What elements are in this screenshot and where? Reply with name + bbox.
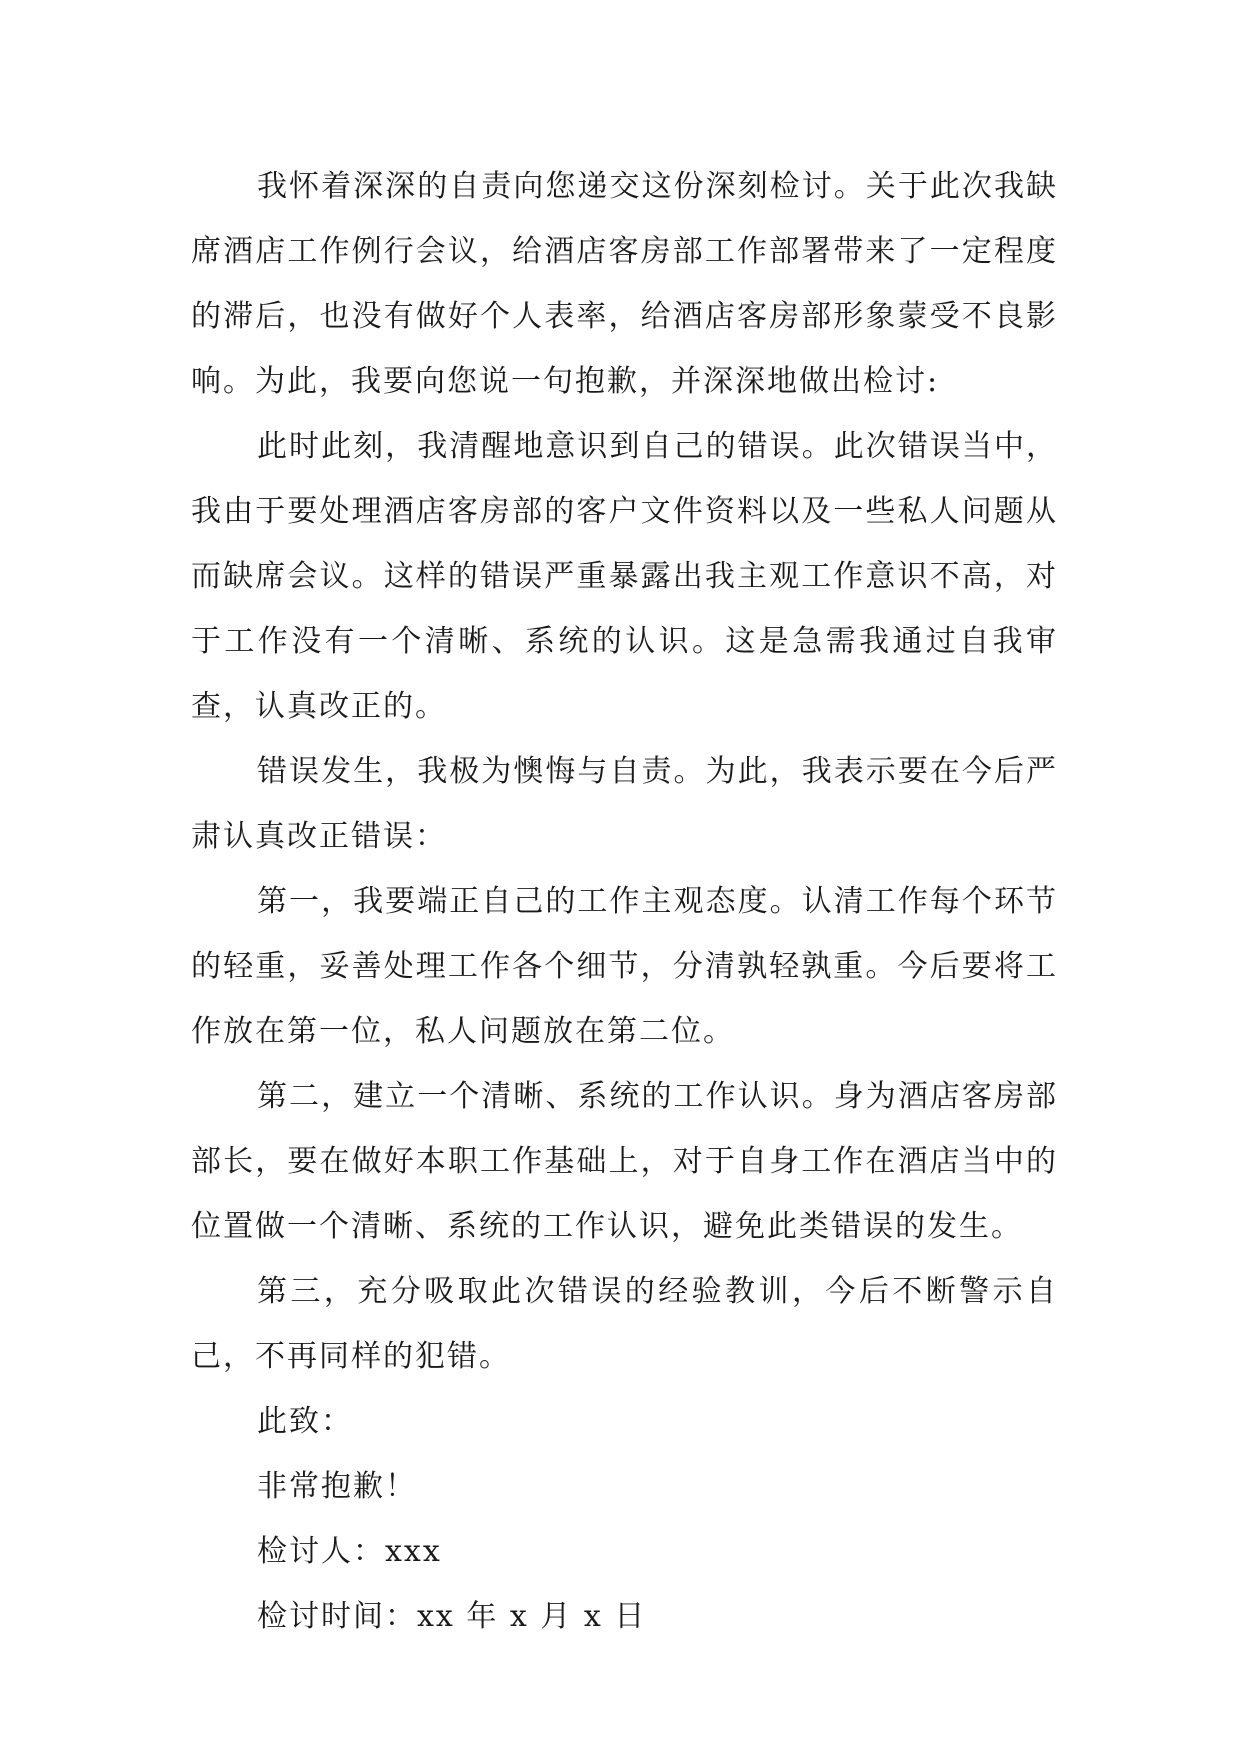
paragraph-point-three: 第三，充分吸取此次错误的经验教训，今后不断警示自己，不再同样的犯错。 (191, 1274, 1058, 1374)
paragraph-regret: 错误发生，我极为懊悔与自责。为此，我表示要在今后严肃认真改正错误： (191, 754, 1058, 854)
closing-date: 检讨时间：xx 年 x 月 x 日 (257, 1599, 647, 1634)
paragraph-point-one: 第一，我要端正自己的工作主观态度。认清工作每个环节的轻重，妥善处理工作各个细节，分清孰轻孰重。今后要将工作放在第一位，私人问题放在第二位。 (191, 884, 1058, 1049)
document-body (191, 154, 1058, 1649)
closing-apology: 非常抱歉！ (257, 1469, 417, 1504)
paragraph-realization: 此时此刻，我清醒地意识到自己的错误。此次错误当中，我由于要处理酒店客房部的客户文件资料以及一些私人问题从而缺席会议。这样的错误严重暴露出我主观工作意识不高，对于工作没有一个清晰、系统的认识。这是急需我通过自我审查，认真改正的。 (191, 429, 1058, 724)
closing-signer: 检讨人：xxx (257, 1534, 442, 1569)
paragraph-point-two: 第二，建立一个清晰、系统的工作认识。身为酒店客房部部长，要在做好本职工作基础上，对于自身工作在酒店当中的位置做一个清晰、系统的工作认识，避免此类错误的发生。 (191, 1079, 1058, 1244)
closing-salutation: 此致： (257, 1404, 353, 1439)
paragraph-intro: 我怀着深深的自责向您递交这份深刻检讨。关于此次我缺席酒店工作例行会议，给酒店客房部工作部署带来了一定程度的滞后，也没有做好个人表率，给酒店客房部形象蒙受不良影响。为此，我要向您说一句抱歉，并深深地做出检讨: (191, 169, 1058, 399)
